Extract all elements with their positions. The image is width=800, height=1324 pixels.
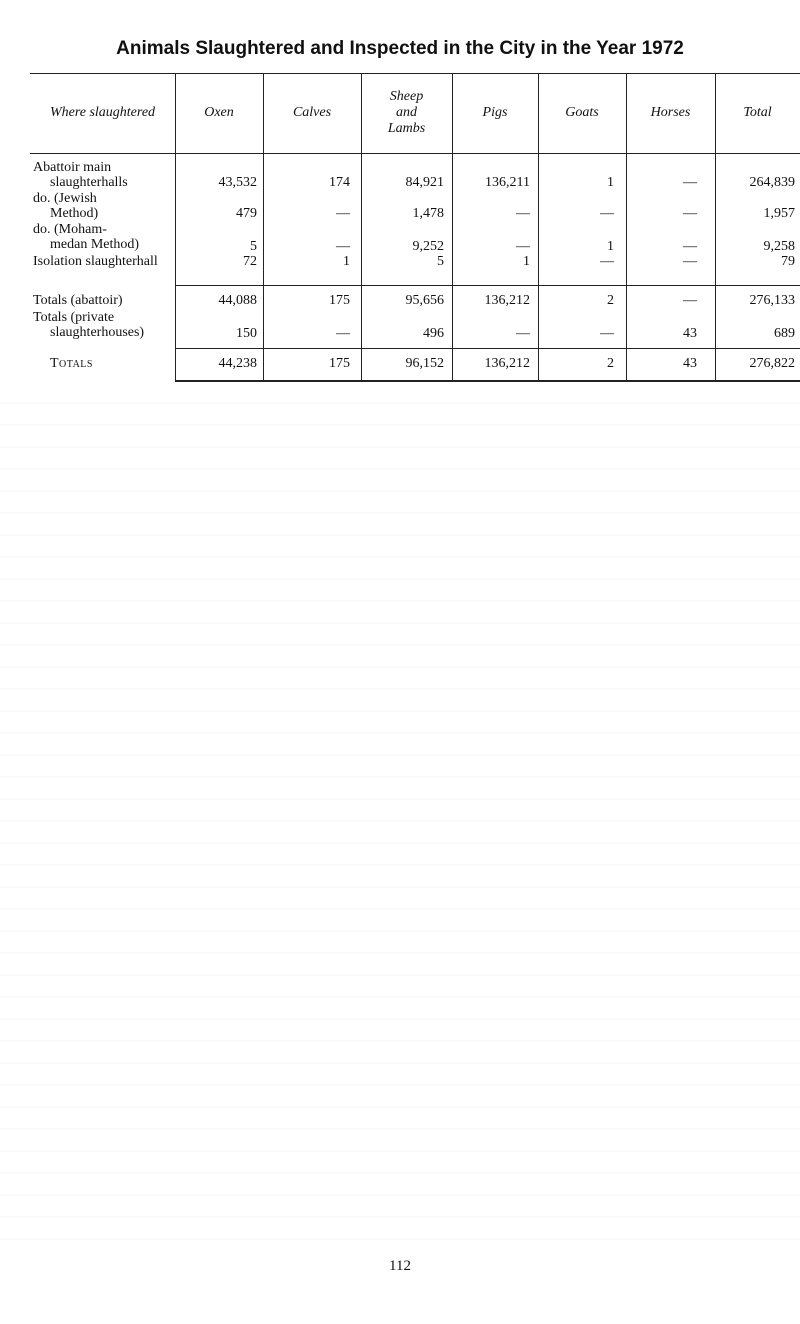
cell-oxen: 44,238	[218, 356, 257, 371]
cell-sheep: 84,921	[405, 175, 444, 190]
header-oxen: Oxen	[204, 105, 234, 120]
cell-sheep: 95,656	[405, 293, 444, 308]
cell-sheep: 1,478	[412, 206, 444, 221]
row-label: do. (Jewish	[33, 191, 97, 206]
totals-bottom-rule	[175, 380, 800, 382]
header-calves: Calves	[292, 105, 332, 120]
cell-goats: 2	[607, 356, 614, 371]
cell-horses: 43	[683, 326, 697, 341]
row-label: slaughterhouses)	[50, 325, 145, 340]
cell-total: 9,258	[763, 239, 795, 254]
cell-pigs: —	[516, 326, 530, 341]
header-sheep-line3: Lambs	[387, 121, 426, 136]
page-number: 112	[389, 1258, 411, 1274]
cell-total: 79	[781, 254, 795, 269]
cell-pigs: 1	[523, 254, 530, 269]
cell-total: 689	[774, 326, 795, 341]
totals-top-rule	[175, 348, 800, 349]
cell-goats: 1	[607, 239, 614, 254]
header-goats: Goats	[565, 105, 599, 120]
cell-goats: 2	[607, 293, 614, 308]
cell-calves: —	[336, 326, 350, 341]
header-sheep-line2: and	[396, 105, 417, 120]
header-where: Where slaughtered	[49, 105, 156, 120]
cell-calves: 175	[329, 356, 350, 371]
header-total: Total	[743, 105, 772, 120]
cell-total: 276,133	[749, 293, 795, 308]
cell-pigs: 136,212	[484, 356, 530, 371]
cell-calves: 174	[329, 175, 350, 190]
row-label: Isolation slaughterhall	[33, 254, 158, 269]
cell-oxen: 479	[236, 206, 257, 221]
cell-sheep: 5	[437, 254, 444, 269]
cell-goats: —	[600, 326, 614, 341]
cell-oxen: 44,088	[218, 293, 257, 308]
cell-oxen: 150	[236, 326, 257, 341]
row-label: slaughterhalls	[50, 175, 128, 190]
cell-horses: —	[683, 206, 697, 221]
row-label-totals: Totals	[50, 356, 93, 371]
table-top-rule	[30, 73, 800, 74]
cell-calves: —	[336, 239, 350, 254]
cell-total: 264,839	[749, 175, 795, 190]
row-label: Totals (private	[33, 310, 115, 325]
cell-pigs: —	[516, 206, 530, 221]
cell-horses: —	[683, 175, 697, 190]
show-through-texture	[0, 400, 800, 1240]
row-label: Abattoir main	[33, 160, 112, 175]
cell-calves: 175	[329, 293, 350, 308]
cell-oxen: 43,532	[218, 175, 257, 190]
cell-horses: 43	[683, 356, 697, 371]
cell-total: 276,822	[749, 356, 795, 371]
cell-goats: —	[600, 206, 614, 221]
cell-pigs: 136,211	[485, 175, 530, 190]
cell-horses: —	[683, 293, 697, 308]
cell-sheep: 9,252	[412, 239, 444, 254]
cell-calves: —	[336, 206, 350, 221]
row-label: Method)	[50, 206, 99, 221]
cell-sheep: 96,152	[405, 356, 444, 371]
cell-oxen: 72	[243, 254, 257, 269]
page-title: Animals Slaughtered and Inspected in the City in the Year 1972	[116, 38, 684, 59]
header-horses: Horses	[650, 105, 691, 120]
header-sheep-line1: Sheep	[389, 89, 424, 104]
cell-goats: 1	[607, 175, 614, 190]
cell-goats: —	[600, 254, 614, 269]
cell-total: 1,957	[763, 206, 795, 221]
header-pigs: Pigs	[482, 105, 508, 120]
cell-sheep: 496	[423, 326, 444, 341]
cell-horses: —	[683, 254, 697, 269]
subtotal-rule	[175, 285, 800, 286]
header-bottom-rule	[30, 153, 800, 154]
cell-calves: 1	[343, 254, 350, 269]
row-label: Totals (abattoir)	[33, 293, 123, 308]
cell-oxen: 5	[250, 239, 257, 254]
cell-horses: —	[683, 239, 697, 254]
row-label: do. (Moham-	[33, 222, 107, 237]
cell-pigs: 136,212	[484, 293, 530, 308]
cell-pigs: —	[516, 239, 530, 254]
row-label: medan Method)	[50, 237, 140, 252]
